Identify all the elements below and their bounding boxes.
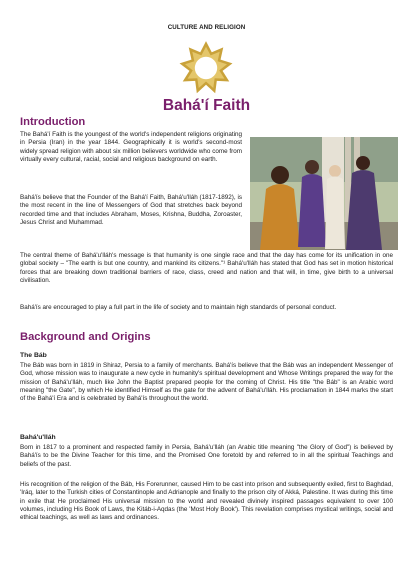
people-photo [250,137,398,250]
intro-paragraph-4: Bahá'ís are encouraged to play a full part in the life of society and to maintain high standards of personal conduct. [20,304,337,311]
intro-paragraph-2: Bahá'ís believe that the Founder of the Bahá'í Faith, Bahá'u'lláh (1817-1892), is the most recent in the line of Messengers of God that stretches back beyond recorded time and that includes Abraham, Moses, Krishna, Buddha, Zoroaster, Jesus Christ and Muhammad. [20,194,242,227]
bab-heading: The Báb [20,352,47,359]
bab-paragraph: The Báb was born in 1819 in Shiraz, Persia to a family of merchants. Bahá'ís believe that the Báb was an independent Messenger of God, whose mission was to inaugurate a new cycle in humanity's spiritual development and Whose Writings prepared the way for the mission of Bahá'u'lláh, much like John the Baptist prepared people for the coming of Christ. His title "the Báb" is an Arabic word meaning "the Gate", by which He identified Himself as the gate for the advent of Bahá'u'lláh. His proclamation in 1844 marks the start of the Bahá'í Era and is celebrated by Bahá'ís throughout the world. [20,362,393,403]
intro-paragraph-1: The Bahá'í Faith is the youngest of the world's independent religions originating in Persia (Iran) in the year 1844. Geographically it is world's second-most widely spread religion with about six million believers worldwide who come from virtually every cultural, racial, social and religious background on earth. [20,131,242,164]
bahaullah-heading: Bahá'u'lláh [20,434,56,441]
intro-paragraph-3: The central theme of Bahá'u'lláh's message is that humanity is one single race and that the day has come for its unification in one global society – "The earth is but one country, and mankind its citizens."¹ Bahá'u'lláh has stated that God has set in motion historical forces that are breaking down traditional barriers of race, class, creed and nation and that will, in time, give birth to a universal civilisation. [20,252,393,285]
section-header: CULTURE AND RELIGION [167,24,246,31]
document-title: Bahá'í Faith [162,97,251,114]
bahaullah-paragraph-1: Born in 1817 to a prominent and respected family in Persia, Bahá'u'lláh (an Arabic title meaning "the Glory of God") is believed by Bahá'ís to be the Divine Teacher for this time, and the Promised One foretold by and referred to in all the spiritual Teachings and beliefs of the past. [20,444,393,468]
bahaullah-paragraph-2: His recognition of the religion of the Báb, His Forerunner, caused Him to be cast into prison and subsequently exiled, first to Baghdad, 'Iráq, later to the Turkish cities of Constantinople and Adrianople and finally to the prison city of Akká, Palestine. It was during this time in exile that He proclaimed His universal mission to the world and revealed divinely inspired passages equivalent to over 100 volumes, including His Book of Laws, the Kitáb-i-Aqdas (the 'Most Holy Book'). This revelation comprises mystical writings, social and ethical teachings, as well as laws and ordinances. [20,481,393,522]
introduction-heading: Introduction [20,116,86,128]
background-heading: Background and Origins [20,331,151,343]
nine-pointed-star-icon [178,40,234,96]
